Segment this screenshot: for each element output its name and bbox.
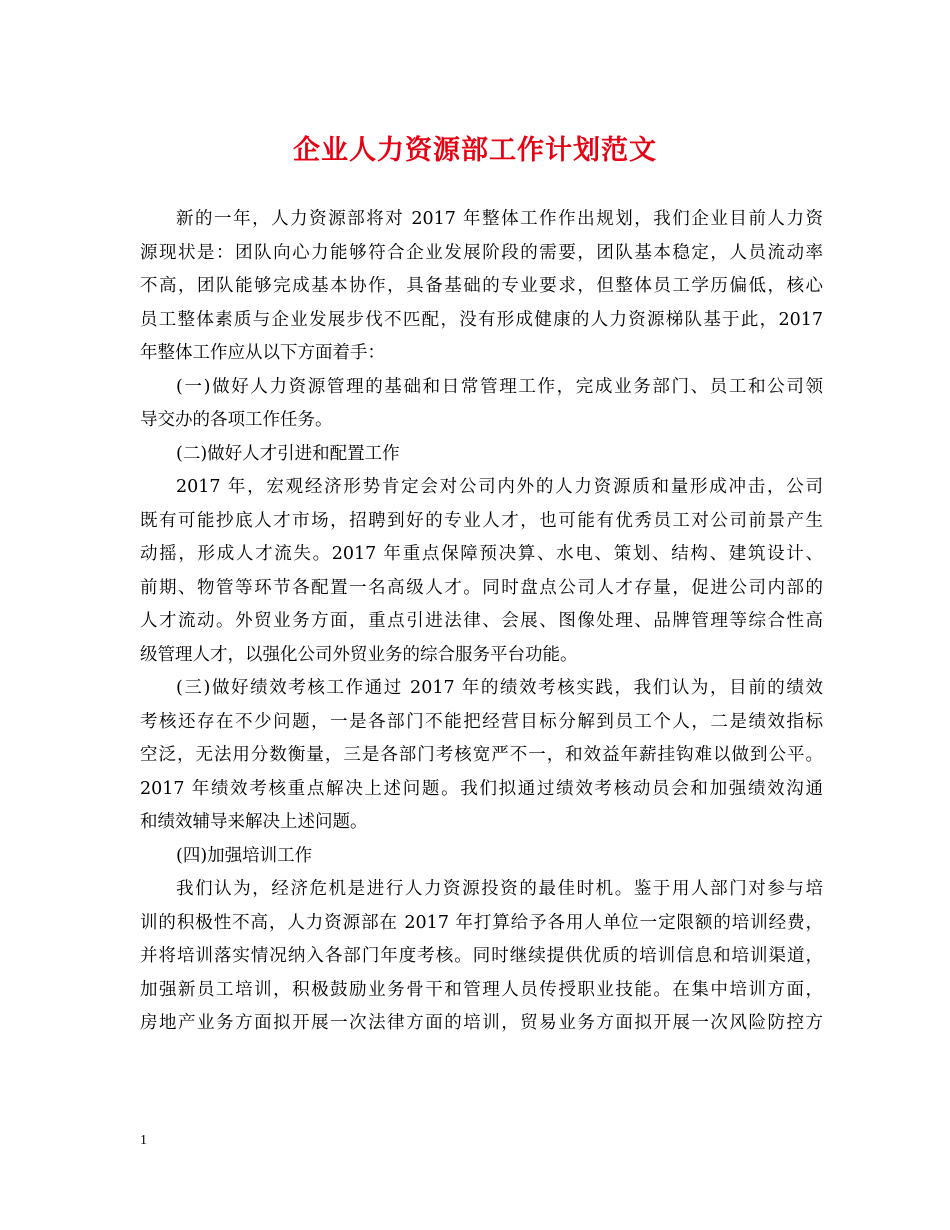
document-title: 企业人力资源部工作计划范文 [293, 135, 657, 166]
text-line: 2017 年，宏观经济形势肯定会对公司内外的人力资源质和量形成冲击，公司 [176, 477, 823, 497]
text-line: 员工整体素质与企业发展步伐不匹配，没有形成健康的人力资源梯队基于此，2017 [140, 309, 823, 330]
page-number: 1 [140, 1133, 147, 1148]
text-line: (一)做好人力资源管理的基础和日常管理工作，完成业务部门、员工和公司领 [176, 376, 823, 397]
text-line: 考核还存在不少问题，一是各部门不能把经营目标分解到员工个人，二是绩效指标 [140, 711, 823, 732]
text-line: 源现状是：团队向心力能够符合企业发展阶段的需要，团队基本稳定，人员流动率 [140, 242, 823, 263]
text-line: 训的积极性不高，人力资源部在 2017 年打算给予各用人单位一定限额的培训经费， [140, 912, 823, 933]
text-line: (二)做好人才引进和配置工作 [176, 443, 400, 464]
text-line: 空泛，无法用分数衡量，三是各部门考核宽严不一，和效益年薪挂钩难以做到公平。 [140, 745, 823, 765]
document-body [140, 203, 823, 1041]
text-line: 并将培训落实情况纳入各部门年度考核。同时继续提供优质的培训信息和培训渠道， [140, 946, 823, 966]
text-line: 我们认为，经济危机是进行人力资源投资的最佳时机。鉴于用人部门对参与培 [176, 879, 823, 899]
text-line: 和绩效辅导来解决上述问题。 [140, 812, 368, 832]
text-line: 加强新员工培训，积极鼓励业务骨干和管理人员传授职业技能。在集中培训方面， [140, 979, 823, 1000]
text-line: 房地产业务方面拟开展一次法律方面的培训，贸易业务方面拟开展一次风险防控方 [140, 1013, 823, 1033]
text-line: (四)加强培训工作 [176, 845, 313, 866]
text-line: 导交办的各项工作任务。 [140, 410, 333, 430]
text-line: 2017 年绩效考核重点解决上述问题。我们拟通过绩效考核动员会和加强绩效沟通 [140, 778, 823, 799]
text-line: 新的一年，人力资源部将对 2017 年整体工作作出规划，我们企业目前人力资 [176, 209, 823, 229]
text-line: 年整体工作应从以下方面着手： [140, 343, 385, 363]
text-line: (三)做好绩效考核工作通过 2017 年的绩效考核实践，我们认为，目前的绩效 [176, 678, 823, 698]
text-line: 不高，团队能够完成基本协作，具备基础的专业要求，但整体员工学历偏低，核心 [140, 276, 823, 296]
text-line: 前期、物管等环节各配置一名高级人才。同时盘点公司人才存量，促进公司内部的 [140, 577, 823, 598]
text-line: 级管理人才，以强化公司外贸业务的综合服务平台功能。 [140, 644, 578, 665]
text-line: 动摇，形成人才流失。2017 年重点保障预决算、水电、策划、结构、建筑设计、 [140, 544, 823, 564]
text-line: 既有可能抄底人才市场，招聘到好的专业人才，也可能有优秀员工对公司前景产生 [140, 510, 823, 531]
text-line: 人才流动。外贸业务方面，重点引进法律、会展、图像处理、品牌管理等综合性高 [140, 611, 823, 631]
